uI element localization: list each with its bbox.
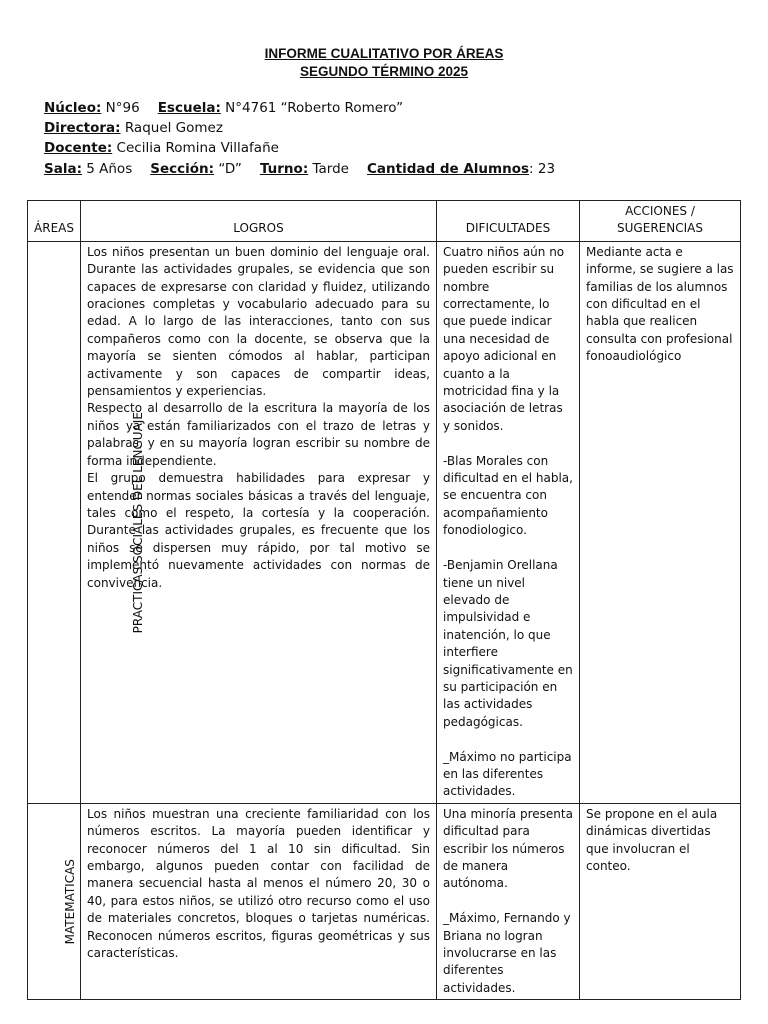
area-label: MATEMATICAS: [62, 858, 77, 945]
info-line-docente: [44, 140, 279, 156]
dificultades-paragraph: _Máximo no participa en las diferentes actividades.: [443, 749, 572, 799]
area-cell: [28, 241, 145, 803]
dificultades-cell: [437, 803, 580, 999]
docente-value: Cecilia Romina Villafañe: [112, 140, 279, 156]
turno-label: Turno:: [259, 161, 309, 177]
table-row: [28, 241, 741, 803]
logros-paragraph: El grupo demuestra habilidades para expresar y entender normas sociales básicas a través del lenguaje, tales como el respeto, la cortesía y la cooperación. Durante las actividades grupales, es frecuente que los niños se dispersen muy rápido, por tal motivo se implementó nuevamente actividades con normas de convivencia.: [87, 471, 430, 590]
acciones-paragraph: Se propone en el aula dinámicas divertidas que involucran el conteo.: [586, 806, 718, 873]
logros-paragraph: Los niños presentan un buen dominio del lenguaje oral. Durante las actividades grupales, se evidencia que son capaces de expresarse con claridad y fluidez, utilizando oraciones completas y vocabulario adecuado para su edad. A lo largo de las interacciones, tanto con sus compañeros como con la docente, se observa que la mayoría se sienten cómodos al hablar, participan activamente y son capaces de compartir ideas, pensamientos y experiencias.: [87, 244, 430, 399]
report-title: INFORME CUALITATIVO POR ÁREAS: [264, 46, 504, 61]
seccion-label: Sección:: [150, 161, 215, 177]
report-subtitle: SEGUNDO TÉRMINO 2025: [299, 64, 469, 79]
cantidad-value: : 23: [529, 161, 556, 177]
nucleo-label: Núcleo:: [44, 100, 102, 116]
seccion-value: “D”: [214, 161, 242, 177]
escuela-value: N°4761 “Roberto Romero”: [220, 100, 404, 116]
header-acciones: ACCIONES / SUGERENCIAS: [580, 201, 741, 242]
logros-paragraph: Respecto al desarrollo de la escritura la mayoría de los niños ya están familiarizados con el trazo de letras y palabras, y en su mayoría logran escribir su nombre de forma independiente.: [87, 401, 430, 468]
header-areas: ÁREAS: [28, 201, 81, 242]
logros-cell: [81, 803, 437, 999]
area-label: PRACTICAS SOCIALES DEL LENGUAJE: [130, 411, 145, 633]
docente-label: Docente:: [44, 140, 113, 156]
sala-label: Sala:: [44, 161, 82, 177]
sala-value: 5 Años: [81, 161, 133, 177]
acciones-cell: [580, 241, 741, 803]
info-line-directora: [44, 120, 223, 136]
dificultades-paragraph: Cuatro niños aún no pueden escribir su nombre correctamente, lo que puede indicar una necesidad de apoyo adicional en cuanto a la motricidad fina y la asociación de letras y sonidos.: [443, 244, 565, 433]
table-row: [28, 803, 741, 999]
report-table: [27, 200, 741, 1000]
nucleo-value: N°96: [101, 100, 140, 116]
acciones-paragraph: Mediante acta e informe, se sugiere a las familias de los alumnos con dificultad en el habla que realicen consulta con profesional fonoaudiológico: [586, 244, 734, 364]
acciones-cell: [580, 803, 741, 999]
directora-value: Raquel Gomez: [120, 120, 223, 136]
info-line-nucleo-escuela: [44, 100, 403, 116]
turno-value: Tarde: [308, 161, 349, 177]
dificultades-paragraph: -Benjamin Orellana tiene un nivel elevado de impulsividad e inatención, lo que interfiere significativamente en su participación en las actividades pedagógicas.: [443, 558, 573, 729]
area-cell: [28, 803, 81, 999]
info-line-sala: [44, 161, 555, 177]
dificultades-cell: [437, 241, 580, 803]
dificultades-paragraph: Una minoría presenta dificultad para escribir los números de manera autónoma.: [443, 806, 573, 891]
directora-label: Directora:: [44, 120, 121, 136]
cantidad-label: Cantidad de Alumnos: [366, 161, 530, 177]
dificultades-paragraph: _Máximo, Fernando y Briana no logran involucrarse en las diferentes actividades.: [443, 911, 571, 995]
header-logros: LOGROS: [81, 201, 437, 242]
escuela-label: Escuela:: [157, 100, 221, 116]
table-header-row: [28, 201, 741, 242]
header-dificultades: DIFICULTADES: [437, 201, 580, 242]
logros-paragraph: Los niños muestran una creciente familiaridad con los números escritos. La mayoría pueden identificar y reconocer números del 1 al 10 sin dificultad. Sin embargo, algunos pueden contar con facilidad de manera secuencial hasta al menos el número 20, 30 o 40, para estos niños, se utilizó otro recurso como el uso de materiales concretos, bloques o tarjetas numéricas. Reconocen números escritos, figuras geométricas y sus características.: [87, 806, 430, 961]
dificultades-paragraph: -Blas Morales con dificultad en el habla, se encuentra con acompañamiento fonodiologico.: [443, 453, 573, 538]
